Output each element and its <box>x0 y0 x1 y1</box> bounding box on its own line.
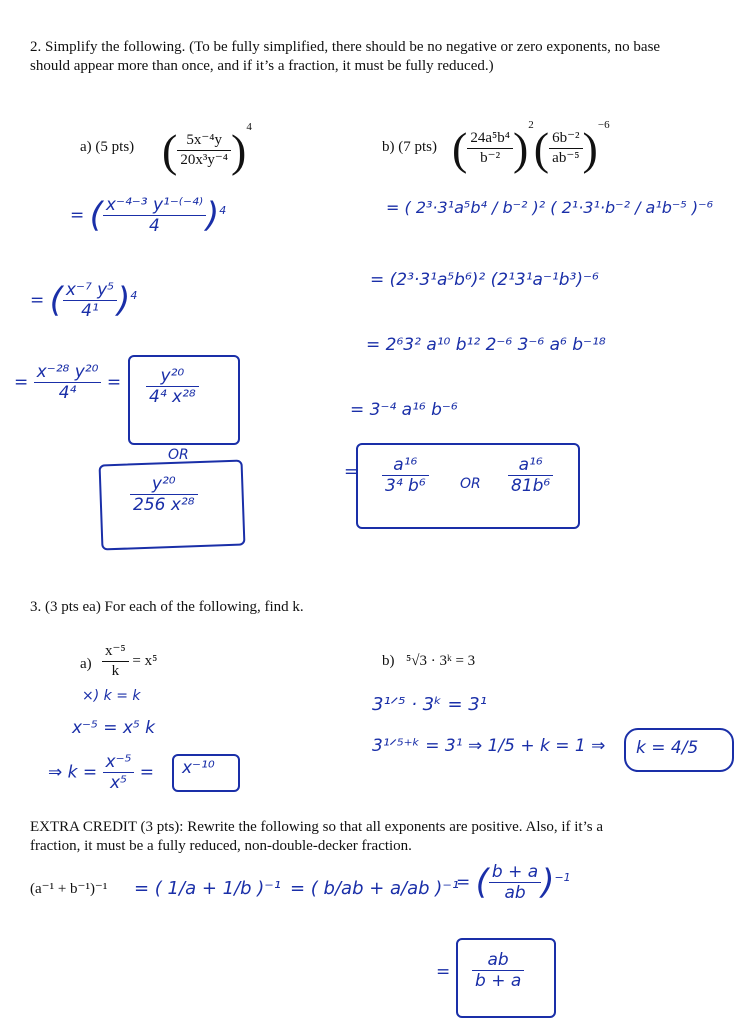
problem-2b-answer-2: $\frac{\text{a¹⁶}}{\text{81b⁶}}$ <box>508 455 553 496</box>
problem-3a-rhs: = x⁵ <box>132 652 158 669</box>
problem-2a-label: a) (5 pts) <box>80 139 135 155</box>
problem-2a-answer-1: $\frac{\text{y²⁰}}{\text{4⁴ x²⁸}}$ <box>146 366 199 407</box>
problem-3-prompt: 3. (3 pts ea) For each of the following, find k. <box>30 599 304 615</box>
problem-2b-or-label: OR <box>460 476 481 492</box>
problem-2a-step2: = ( $\frac{\text{x⁻⁷ y⁵}}{\text{4¹}}$ )$^4$ <box>30 280 138 321</box>
problem-2a-expression: ( $\frac{\text{5x⁻⁴y}}{\text{20x³y⁻⁴}}$ )$^4$ <box>162 121 252 177</box>
problem-3a-denominator: k <box>111 663 120 679</box>
extra-credit-step2: = ( b/ab + a/ab )⁻¹ <box>290 878 460 899</box>
problem-3a-work-line1: ×) k = k <box>82 688 141 704</box>
problem-3a-label: a) <box>80 656 92 672</box>
problem-3b-work-line2: 3¹ᐟ⁵⁺ᵏ = 3¹ ⇒ 1/5 + k = 1 ⇒ <box>372 736 606 756</box>
problem-2b-line2: = (2³·3¹a⁵b⁶)² (2¹3¹a⁻¹b³)⁻⁶ <box>370 270 599 290</box>
problem-2b-line3: = 2⁶3² a¹⁰ b¹² 2⁻⁶ 3⁻⁶ a⁶ b⁻¹⁸ <box>366 335 606 355</box>
problem-3a-work-line3: ⇒ k = $\frac{\text{x⁻⁵}}{\text{x⁵}}$ = <box>48 752 155 793</box>
problem-2b-factor1-numerator: 24a⁵b⁴ <box>467 129 513 149</box>
problem-3a-work-line2: x⁻⁵ = x⁵ k <box>72 718 156 738</box>
extra-credit-answer-equals: = <box>436 962 451 982</box>
problem-2b-factor2-exponent: −6 <box>597 119 610 131</box>
extra-credit-step3: = ( $\frac{b + a}{ab}$ )$^{-1}$ <box>456 862 571 903</box>
problem-3a-numerator: x⁻⁵ <box>102 642 129 662</box>
problem-3a-expression <box>102 642 157 681</box>
extra-credit-prompt: EXTRA CREDIT (3 pts): Rewrite the following so that all exponents are positive. Also, if it’s a fraction, it must be a fully reduced, non-double-decker fraction. <box>30 819 603 854</box>
problem-2a-step1: = ( $\frac{\text{x⁻⁴⁻³ y¹⁻⁽⁻⁴⁾}}{4}$ )$^4$ <box>70 195 227 236</box>
problem-2b-factor1-denominator: b⁻² <box>480 150 501 167</box>
extra-credit-answer: $\frac{ab}{b + a}$ <box>472 950 524 991</box>
problem-2a-step3: = $\frac{\text{x⁻²⁸ y²⁰}}{\text{4⁴}}$ = <box>14 362 122 403</box>
problem-2b-factor2-denominator: ab⁻⁵ <box>552 150 580 167</box>
problem-2b-line4: = 3⁻⁴ a¹⁶ b⁻⁶ <box>350 400 458 420</box>
problem-3b-label: b) <box>382 653 395 669</box>
problem-3b-equation: ⁵√3 · 3ᵏ = 3 <box>406 653 476 669</box>
problem-2a-numerator: 5x⁻⁴y <box>177 131 231 151</box>
extra-credit-step1: = ( 1/a + 1/b )⁻¹ <box>134 878 282 899</box>
problem-2b-expression: ( $\frac{\text{24a⁵b⁴}}{\text{b⁻²}}$ )$^2$( $\frac{\text{6b⁻²}}{\text{ab⁻⁵}}$ )$^{-6}$ <box>452 119 610 175</box>
problem-2a-or-label: OR <box>168 447 189 463</box>
extra-credit-expression: (a⁻¹ + b⁻¹)⁻¹ <box>30 881 108 897</box>
problem-2b-label: b) (7 pts) <box>382 139 437 155</box>
problem-2b-final-equals: = <box>344 462 359 482</box>
problem-2-prompt: 2. Simplify the following. (To be fully simplified, there should be no negative or zero exponents, no base should appear more than once, and if it’s a fraction, it must be fully reduced.) <box>30 39 661 74</box>
problem-2a-answer-2: $\frac{\text{y²⁰}}{\text{256 x²⁸}}$ <box>130 474 198 515</box>
problem-2b-line1: = ( 2³·3¹a⁵b⁴ / b⁻² )² ( 2¹·3¹·b⁻² / a¹b⁻⁵ )⁻⁶ <box>386 198 713 217</box>
problem-3b-answer: k = 4/5 <box>636 738 699 758</box>
problem-2b-factor2-numerator: 6b⁻² <box>549 129 582 149</box>
problem-2a-outer-exponent: 4 <box>246 121 252 133</box>
problem-2a-denominator: 20x³y⁻⁴ <box>180 152 228 169</box>
problem-2b-factor1-exponent: 2 <box>528 119 534 131</box>
problem-2b-answer-1: $\frac{\text{a¹⁶}}{\text{3⁴ b⁶}}$ <box>382 455 429 496</box>
problem-3b-work-line1: 3¹ᐟ⁵ · 3ᵏ = 3¹ <box>372 694 487 715</box>
problem-3a-answer: x⁻¹⁰ <box>182 758 215 778</box>
